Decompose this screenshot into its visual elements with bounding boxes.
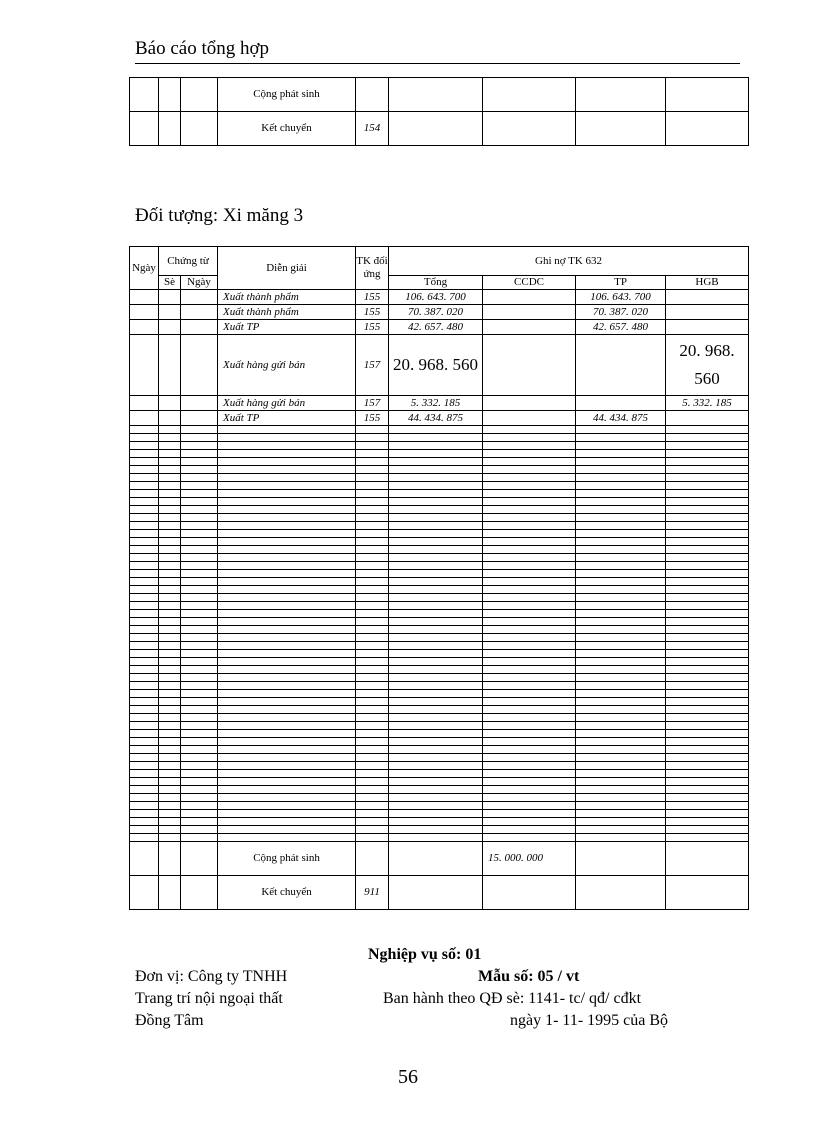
col-header-ccdc: CCDC [483,276,576,290]
empty-row [130,586,749,594]
ket-chuyen-label: Kết chuyển [218,876,356,910]
col-header-tk-doi-ung: TK đối ứng [356,247,389,290]
empty-row [130,754,749,762]
empty-row [130,490,749,498]
col-header-tp: TP [576,276,666,290]
empty-row [130,514,749,522]
empty-row [130,546,749,554]
empty-row [130,506,749,514]
empty-row [130,642,749,650]
table-row [130,112,749,146]
empty-row [130,746,749,754]
empty-row [130,442,749,450]
empty-row [130,570,749,578]
trang-tri-text: Trang trí nội ngoại thất [135,990,283,1007]
empty-row [130,426,749,434]
ledger-table [129,246,749,910]
table-row [130,876,749,910]
empty-row [130,618,749,626]
empty-row [130,498,749,506]
empty-row [130,626,749,634]
empty-row [130,450,749,458]
header-divider [135,63,740,64]
empty-row [130,698,749,706]
empty-row [130,730,749,738]
table-row: Xuất thành phẩm 155 106. 643. 700 106. 643. 700 [130,290,749,305]
don-vi-text: Đơn vị: Công ty TNHH [135,968,288,985]
table-row: Xuất TP 155 42. 657. 480 42. 657. 480 [130,320,749,335]
tk-doi-ung: 154 [356,112,389,146]
page-number: 56 [398,1066,418,1088]
empty-row [130,714,749,722]
empty-row [130,834,749,842]
table-row [130,78,749,112]
empty-row [130,778,749,786]
col-header-ngay: Ngày [130,247,159,290]
col-header-hgb: HGB [666,276,749,290]
empty-row [130,762,749,770]
empty-row [130,674,749,682]
empty-row [130,682,749,690]
dong-tam-text: Đồng Tâm [135,1012,204,1029]
ban-hanh-text: Ban hành theo QĐ sè: 1141- tc/ qđ/ cđkt [383,990,642,1007]
cong-ccdc-value: 15. 000. 000 [483,842,576,876]
row-label: Cộng phát sinh [218,78,356,112]
empty-row [130,562,749,570]
empty-row [130,594,749,602]
empty-row [130,690,749,698]
empty-row [130,722,749,730]
empty-ledger-rows [130,426,749,842]
empty-row [130,770,749,778]
ngay-bo-text: ngày 1- 11- 1995 của Bộ [510,1012,669,1029]
table-row [130,842,749,876]
row-label: Kết chuyển [218,112,356,146]
empty-row [130,434,749,442]
empty-row [130,482,749,490]
col-header-ghi-no: Ghi nợ TK 632 [389,247,749,276]
empty-row [130,706,749,714]
empty-row [130,802,749,810]
empty-row [130,538,749,546]
empty-row [130,826,749,834]
empty-row [130,818,749,826]
empty-row [130,650,749,658]
empty-row [130,602,749,610]
empty-row [130,658,749,666]
empty-row [130,458,749,466]
nghiep-vu-heading: Nghiệp vụ số: 01 [368,946,482,963]
empty-row [130,786,749,794]
mau-so-text: Mẫu số: 05 / vt [478,968,580,985]
empty-row [130,530,749,538]
empty-row [130,466,749,474]
table-row: Xuất hàng gửi bán 157 5. 332. 185 5. 332. 185 [130,396,749,411]
table-row: Xuất TP 155 44. 434. 875 44. 434. 875 [130,411,749,426]
col-header-se: Sè [159,276,181,290]
col-header-chung-tu: Chứng từ [159,247,218,276]
cong-phat-sinh-label: Cộng phát sinh [218,842,356,876]
table-row: Xuất hàng gửi bán 157 20. 968. 560 20. 968. 560 [130,335,749,396]
table-row: Xuất thành phẩm 155 70. 387. 020 70. 387. 020 [130,305,749,320]
empty-row [130,610,749,618]
empty-row [130,474,749,482]
col-header-ngay-sub: Ngày [181,276,218,290]
empty-row [130,522,749,530]
empty-row [130,634,749,642]
empty-row [130,794,749,802]
ket-chuyen-tk: 911 [356,876,389,910]
empty-row [130,666,749,674]
empty-row [130,554,749,562]
col-header-tong: Tổng [389,276,483,290]
report-header-title: Báo cáo tổng hợp [135,38,270,59]
section-title: Đối tượng: Xi măng 3 [135,205,304,226]
empty-row [130,578,749,586]
empty-row [130,738,749,746]
empty-row [130,810,749,818]
col-header-dien-giai: Diễn giải [218,247,356,290]
top-summary-table [129,77,749,146]
